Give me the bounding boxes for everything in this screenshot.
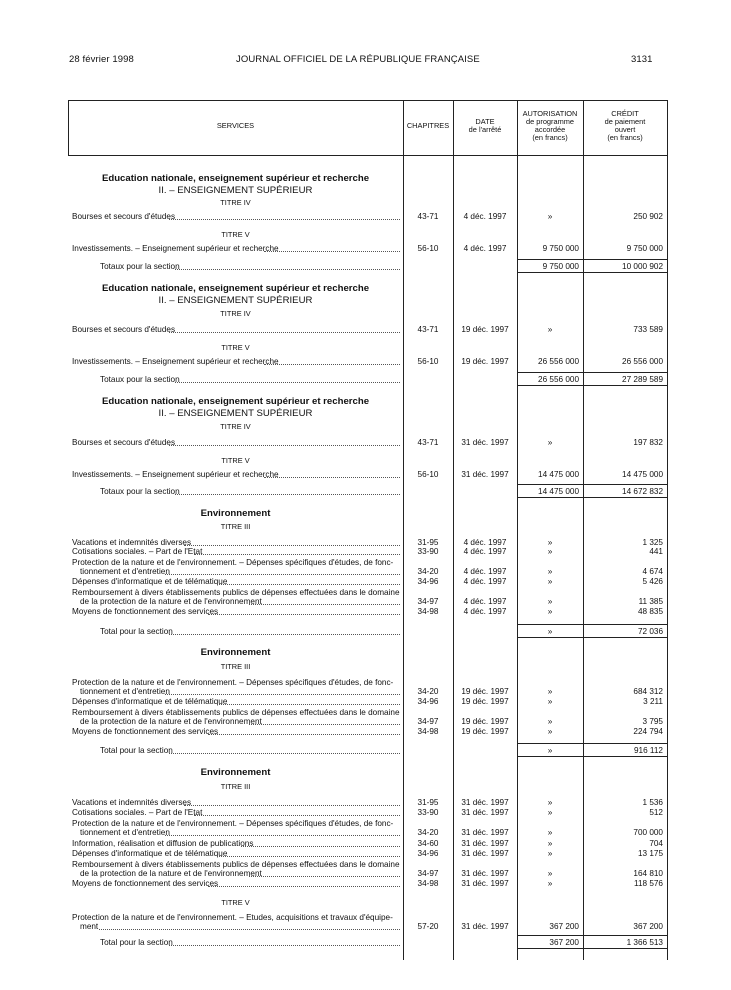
credit-cell: 224 794 — [633, 727, 663, 736]
total-rule — [517, 497, 667, 498]
credit-cell: 704 — [649, 839, 663, 848]
autorisation-cell: » — [547, 547, 553, 556]
titre-heading: TITRE III — [220, 662, 251, 671]
item-label: Protection de la nature et de l'environnement. – Dépenses spécifiques d'études, de fonc- — [72, 558, 394, 567]
date-cell: 31 déc. 1997 — [461, 839, 509, 848]
chapitre-cell: 34-96 — [417, 849, 439, 858]
chapitre-cell: 43-71 — [417, 438, 439, 447]
chapitre-cell: 34-97 — [417, 869, 439, 878]
credit-cell: 684 312 — [633, 687, 663, 696]
section-heading: Environnement — [200, 647, 271, 658]
total-rule — [517, 484, 667, 485]
chapitre-cell: 34-98 — [417, 607, 439, 616]
table-top-rule — [68, 100, 667, 101]
total-credit-cell: 916 112 — [634, 746, 663, 755]
item-label: de la protection de la nature et de l'environnement — [80, 717, 262, 726]
autorisation-cell: » — [547, 567, 553, 576]
autorisation-cell: » — [547, 597, 553, 606]
item-label: Bourses et secours d'études — [72, 212, 176, 221]
leader-dots — [169, 753, 400, 754]
leader-dots — [169, 445, 400, 446]
credit-cell: 5 426 — [642, 577, 663, 586]
date-cell: 4 déc. 1997 — [463, 547, 507, 556]
chapitre-cell: 43-71 — [417, 325, 439, 334]
leader-dots — [165, 574, 400, 575]
autorisation-cell: » — [547, 828, 553, 837]
credit-cell: 1 325 — [642, 538, 663, 547]
credit-cell: 3 211 — [643, 697, 663, 706]
date-cell: 19 déc. 1997 — [461, 697, 509, 706]
total-credit-cell: 14 672 832 — [622, 487, 663, 496]
titre-heading: TITRE V — [221, 898, 250, 907]
header-page-number: 3131 — [631, 54, 653, 65]
chapitre-cell: 34-60 — [417, 839, 439, 848]
date-cell: 31 déc. 1997 — [461, 849, 509, 858]
credit-cell: 733 589 — [633, 325, 663, 334]
total-rule — [517, 637, 667, 638]
item-label: Dépenses d'informatique et de télématique — [72, 577, 228, 586]
leader-dots — [99, 929, 400, 930]
chapitre-cell: 34-96 — [417, 577, 439, 586]
leader-dots — [169, 945, 400, 946]
leader-dots — [249, 876, 400, 877]
chapitre-cell: 57-20 — [417, 922, 439, 931]
date-cell: 4 déc. 1997 — [463, 607, 507, 616]
item-label: Moyens de fonctionnement des services — [72, 727, 219, 736]
item-label: de la protection de la nature et de l'environnement — [80, 597, 262, 606]
table-header-rule — [68, 155, 667, 156]
total-rule — [517, 385, 667, 386]
autorisation-cell: 367 200 — [549, 922, 579, 931]
autorisation-cell: » — [547, 697, 553, 706]
chapitre-cell: 31-95 — [417, 798, 439, 807]
item-label: Cotisations sociales. – Part de l'Etat — [72, 547, 203, 556]
item-label: de la protection de la nature et de l'environnement — [80, 869, 262, 878]
total-credit-cell: 1 366 513 — [626, 938, 663, 947]
item-label: Protection de la nature et de l'environnement. – Etudes, acquisitions et travaux d'équipe- — [72, 913, 393, 922]
credit-cell: 118 576 — [634, 879, 663, 888]
leader-dots — [194, 815, 400, 816]
credit-cell: 9 750 000 — [626, 244, 663, 253]
titre-heading: TITRE III — [220, 522, 251, 531]
date-cell: 4 déc. 1997 — [463, 567, 507, 576]
section-subheading: II. – ENSEIGNEMENT SUPÉRIEUR — [158, 295, 313, 306]
chapitre-cell: 34-20 — [417, 828, 439, 837]
header-journal-title: JOURNAL OFFICIEL DE LA RÉPUBLIQUE FRANÇAISE — [236, 54, 480, 65]
credit-cell: 4 674 — [642, 567, 663, 576]
chapitre-cell: 34-98 — [417, 727, 439, 736]
credit-cell: 26 556 000 — [622, 357, 663, 366]
leader-dots — [217, 856, 400, 857]
credit-cell: 512 — [649, 808, 663, 817]
section-subheading: II. – ENSEIGNEMENT SUPÉRIEUR — [158, 408, 313, 419]
autorisation-cell: » — [547, 577, 553, 586]
autorisation-cell: 26 556 000 — [538, 357, 579, 366]
leader-dots — [169, 332, 400, 333]
autorisation-cell: » — [547, 212, 553, 221]
date-cell: 31 déc. 1997 — [461, 808, 509, 817]
leader-dots — [249, 724, 400, 725]
total-label: Totaux pour la section — [100, 375, 180, 384]
section-heading: Education nationale, enseignement supérieur et recherche — [101, 283, 370, 294]
header-date: 28 février 1998 — [69, 54, 134, 65]
item-label: Moyens de fonctionnement des services — [72, 879, 219, 888]
autorisation-cell: » — [547, 325, 553, 334]
total-label: Total pour la section — [100, 746, 173, 755]
autorisation-cell: 9 750 000 — [542, 244, 579, 253]
autorisation-cell: » — [547, 438, 553, 447]
date-cell: 31 déc. 1997 — [461, 828, 509, 837]
leader-dots — [175, 382, 400, 383]
total-rule — [517, 948, 667, 949]
chapitre-cell: 34-98 — [417, 879, 439, 888]
autorisation-cell: » — [547, 879, 553, 888]
item-label: Remboursement à divers établissements publics de dépenses effectuées dans le domaine — [72, 860, 400, 869]
total-label: Total pour la section — [100, 938, 173, 947]
item-label: tionnement et d'entretien — [80, 567, 170, 576]
item-label: Vacations et indemnités diverses — [72, 538, 192, 547]
date-cell: 19 déc. 1997 — [461, 687, 509, 696]
leader-dots — [184, 805, 400, 806]
leader-dots — [175, 269, 400, 270]
leader-dots — [169, 634, 400, 635]
chapitre-cell: 34-97 — [417, 597, 439, 606]
titre-heading: TITRE V — [221, 343, 250, 352]
total-label: Totaux pour la section — [100, 262, 180, 271]
col-header-date: DATE de l'arrêté — [468, 117, 502, 134]
titre-heading: TITRE V — [221, 456, 250, 465]
item-label: Investissements. – Enseignement supérieur et recherche — [72, 357, 279, 366]
item-label: Cotisations sociales. – Part de l'Etat — [72, 808, 203, 817]
titre-heading: TITRE V — [221, 230, 250, 239]
date-cell: 31 déc. 1997 — [461, 922, 509, 931]
credit-cell: 13 175 — [637, 849, 663, 858]
date-cell: 19 déc. 1997 — [461, 717, 509, 726]
item-label: Investissements. – Enseignement supérieur et recherche — [72, 470, 279, 479]
total-rule — [517, 756, 667, 757]
chapitre-cell: 33-90 — [417, 547, 439, 556]
credit-cell: 250 902 — [633, 212, 663, 221]
titre-heading: TITRE IV — [220, 198, 251, 207]
item-label: Dépenses d'informatique et de télématique — [72, 849, 228, 858]
credit-cell: 367 200 — [633, 922, 663, 931]
table-right-rule — [667, 100, 668, 960]
credit-cell: 164 810 — [633, 869, 663, 878]
total-rule — [517, 372, 667, 373]
date-cell: 31 déc. 1997 — [461, 438, 509, 447]
total-autorisation-cell: 14 475 000 — [538, 487, 579, 496]
section-heading: Environnement — [200, 508, 271, 519]
chapitre-cell: 33-90 — [417, 808, 439, 817]
total-rule — [517, 259, 667, 260]
item-label: Investissements. – Enseignement supérieur et recherche — [72, 244, 279, 253]
credit-cell: 700 000 — [633, 828, 663, 837]
total-autorisation-cell: 26 556 000 — [538, 375, 579, 384]
total-credit-cell: 10 000 902 — [622, 262, 663, 271]
section-heading: Education nationale, enseignement supérieur et recherche — [101, 173, 370, 184]
date-cell: 31 déc. 1997 — [461, 798, 509, 807]
date-cell: 19 déc. 1997 — [461, 325, 509, 334]
leader-dots — [208, 734, 400, 735]
item-label: tionnement et d'entretien — [80, 828, 170, 837]
leader-dots — [169, 219, 400, 220]
total-autorisation-cell: 367 200 — [549, 938, 579, 947]
section-heading: Education nationale, enseignement supérieur et recherche — [101, 396, 370, 407]
titre-heading: TITRE IV — [220, 309, 251, 318]
col-header-autorisation: AUTORISATION de programme accordée (en francs) — [522, 109, 578, 142]
leader-dots — [217, 704, 400, 705]
autorisation-cell: » — [547, 839, 553, 848]
titre-heading: TITRE III — [220, 782, 251, 791]
credit-cell: 1 536 — [642, 798, 663, 807]
total-credit-cell: 72 036 — [637, 627, 663, 636]
date-cell: 4 déc. 1997 — [463, 538, 507, 547]
autorisation-cell: 14 475 000 — [538, 470, 579, 479]
autorisation-cell: » — [547, 798, 553, 807]
item-label: Information, réalisation et diffusion de publications — [72, 839, 254, 848]
total-credit-cell: 27 289 589 — [622, 375, 663, 384]
date-cell: 4 déc. 1997 — [463, 577, 507, 586]
credit-cell: 48 835 — [637, 607, 663, 616]
item-label: Moyens de fonctionnement des services — [72, 607, 219, 616]
total-rule — [517, 624, 667, 625]
credit-cell: 11 385 — [638, 597, 663, 606]
leader-dots — [194, 554, 400, 555]
credit-cell: 441 — [649, 547, 663, 556]
leader-dots — [208, 886, 400, 887]
total-autorisation-cell: » — [547, 746, 553, 755]
item-label: Remboursement à divers établissements publics de dépenses effectuées dans le domaine — [72, 588, 400, 597]
total-rule — [517, 743, 667, 744]
chapitre-cell: 56-10 — [417, 357, 439, 366]
leader-dots — [249, 604, 400, 605]
date-cell: 31 déc. 1997 — [461, 470, 509, 479]
autorisation-cell: » — [547, 849, 553, 858]
chapitre-cell: 31-95 — [417, 538, 439, 547]
date-cell: 4 déc. 1997 — [463, 597, 507, 606]
credit-cell: 197 832 — [633, 438, 663, 447]
date-cell: 4 déc. 1997 — [463, 212, 507, 221]
item-label: Bourses et secours d'études — [72, 438, 176, 447]
item-label: tionnement et d'entretien — [80, 687, 170, 696]
chapitre-cell: 43-71 — [417, 212, 439, 221]
total-rule — [517, 935, 667, 936]
section-subheading: II. – ENSEIGNEMENT SUPÉRIEUR — [158, 185, 313, 196]
date-cell: 19 déc. 1997 — [461, 727, 509, 736]
date-cell: 31 déc. 1997 — [461, 869, 509, 878]
chapitre-cell: 34-97 — [417, 717, 439, 726]
item-label: Dépenses d'informatique et de télématique — [72, 697, 228, 706]
date-cell: 4 déc. 1997 — [463, 244, 507, 253]
total-label: Total pour la section — [100, 627, 173, 636]
leader-dots — [217, 584, 400, 585]
autorisation-cell: » — [547, 727, 553, 736]
item-label: ment — [80, 922, 99, 931]
section-heading: Environnement — [200, 767, 271, 778]
credit-cell: 14 475 000 — [622, 470, 663, 479]
date-cell: 31 déc. 1997 — [461, 879, 509, 888]
item-label: Protection de la nature et de l'environnement. – Dépenses spécifiques d'études, de fonc- — [72, 819, 394, 828]
autorisation-cell: » — [547, 869, 553, 878]
item-label: Bourses et secours d'études — [72, 325, 176, 334]
leader-dots — [264, 364, 400, 365]
date-cell: 19 déc. 1997 — [461, 357, 509, 366]
leader-dots — [264, 251, 400, 252]
leader-dots — [264, 477, 400, 478]
leader-dots — [208, 614, 400, 615]
autorisation-cell: » — [547, 687, 553, 696]
autorisation-cell: » — [547, 717, 553, 726]
item-label: Vacations et indemnités diverses — [72, 798, 192, 807]
chapitre-cell: 56-10 — [417, 244, 439, 253]
item-label: Remboursement à divers établissements publics de dépenses effectuées dans le domaine — [72, 708, 400, 717]
leader-dots — [241, 846, 400, 847]
chapitre-cell: 56-10 — [417, 470, 439, 479]
autorisation-cell: » — [547, 808, 553, 817]
leader-dots — [184, 545, 400, 546]
autorisation-cell: » — [547, 607, 553, 616]
leader-dots — [165, 835, 400, 836]
chapitre-cell: 34-20 — [417, 567, 439, 576]
leader-dots — [175, 494, 400, 495]
total-autorisation-cell: » — [547, 627, 553, 636]
total-autorisation-cell: 9 750 000 — [542, 262, 579, 271]
chapitre-cell: 34-96 — [417, 697, 439, 706]
col-header-chapitres: CHAPITRES — [406, 121, 450, 130]
credit-cell: 3 795 — [642, 717, 663, 726]
chapitre-cell: 34-20 — [417, 687, 439, 696]
col-header-services: SERVICES — [216, 121, 255, 130]
total-rule — [517, 272, 667, 273]
leader-dots — [165, 694, 400, 695]
item-label: Protection de la nature et de l'environnement. – Dépenses spécifiques d'études, de fonc- — [72, 678, 394, 687]
titre-heading: TITRE IV — [220, 422, 251, 431]
total-label: Totaux pour la section — [100, 487, 180, 496]
col-header-credit: CRÉDIT de paiement ouvert (en francs) — [604, 109, 646, 142]
autorisation-cell: » — [547, 538, 553, 547]
